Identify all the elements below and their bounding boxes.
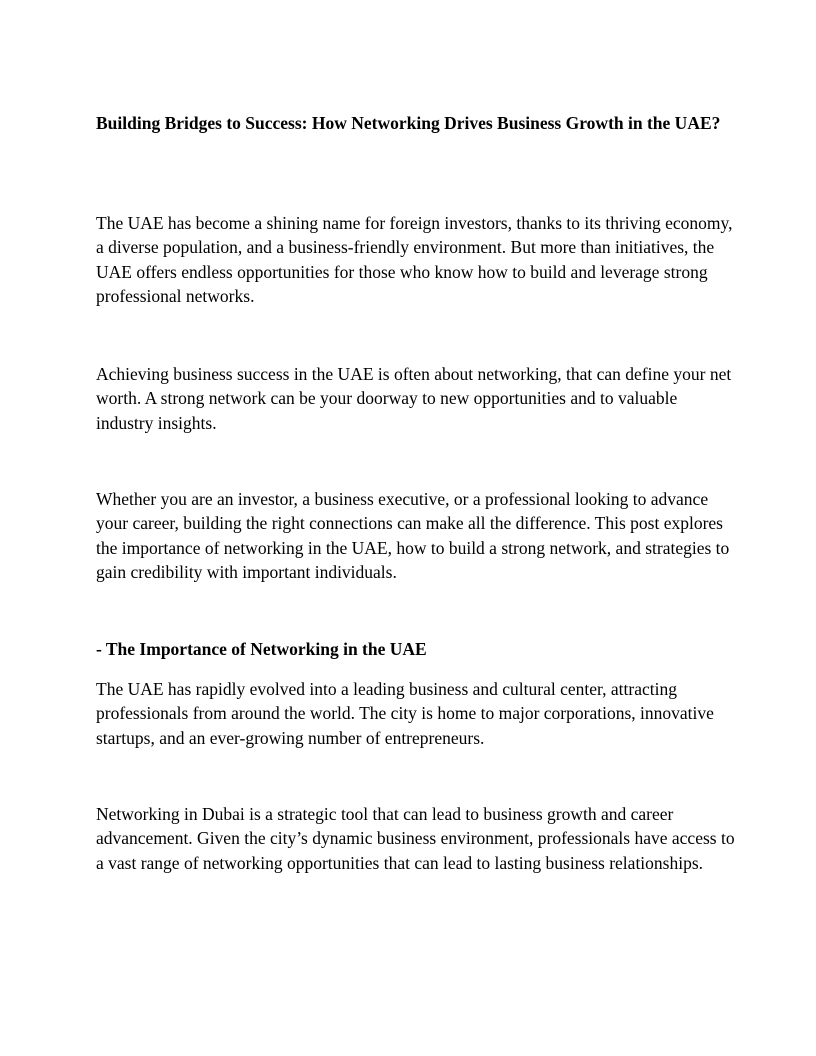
intro-paragraph: The UAE has become a shining name for foreign investors, thanks to its thriving economy, a diverse population, and a business-friendly environment. But more than initiatives, the UAE offers endless opportunities for those who know how to build and leverage strong professional networks.: [96, 213, 733, 307]
connections-paragraph: Whether you are an investor, a business executive, or a professional looking to advance your career, building the right connections can make all the difference. This post explores the importance of networking in the UAE, how to build a strong network, and strategies to gain credibility with important individuals.: [96, 489, 730, 583]
success-paragraph: Achieving business success in the UAE is often about networking, that can define your net worth. A strong network can be your doorway to new opportunities and to valuable industry insights.: [96, 364, 732, 433]
dubai-networking-paragraph: Networking in Dubai is a strategic tool that can lead to business growth and career advancement. Given the city’s dynamic business environment, professionals have access to a vast range of networking opportunities that can lead to lasting business relationships.: [96, 804, 735, 873]
uae-evolution-paragraph: The UAE has rapidly evolved into a leading business and cultural center, attracting professionals from around the world. The city is home to major corporations, innovative startups, and an ever-growing number of entrepreneurs.: [96, 679, 714, 748]
section-heading: - The Importance of Networking in the UAE: [96, 639, 427, 659]
document-title: Building Bridges to Success: How Networking Drives Business Growth in the UAE?: [96, 113, 721, 133]
